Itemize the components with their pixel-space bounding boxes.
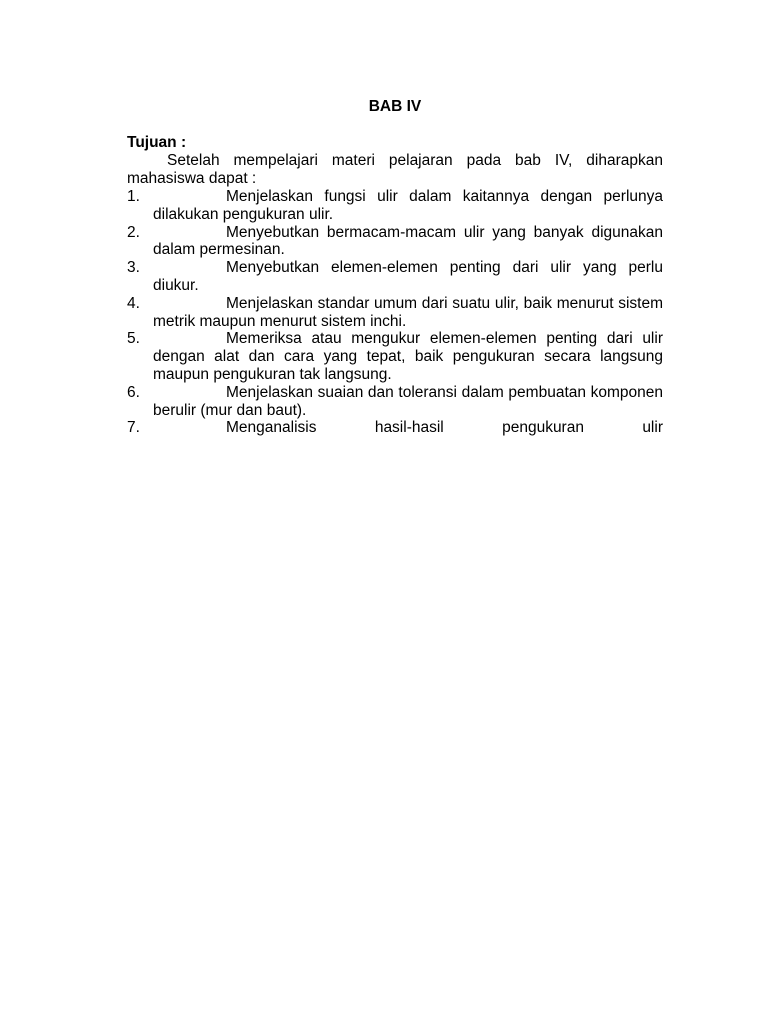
list-item: [127, 188, 663, 224]
list-item-text: Menganalisis hasil-hasil pengukuran ulir: [226, 419, 663, 437]
list-item: [127, 295, 663, 331]
list-item-number: 7.: [127, 419, 140, 437]
list-item: [127, 224, 663, 260]
list-item-text: Menyebutkan bermacam-macam ulir yang banyak digunakan dalam permesinan.: [153, 223, 663, 259]
list-item-number: 4.: [127, 294, 140, 312]
list-item-text: Menjelaskan fungsi ulir dalam kaitannya dengan perlunya dilakukan pengukuran ulir.: [153, 188, 663, 223]
list-item-text: Menyebutkan elemen-elemen penting dari ulir yang perlu diukur.: [153, 259, 663, 294]
list-item-text: Menjelaskan standar umum dari suatu ulir, baik menurut sistem metrik maupun menurut sistem inchi.: [153, 294, 663, 330]
list-item-number: 6.: [127, 383, 140, 401]
list-item-number: 2.: [127, 223, 140, 241]
chapter-title: BAB IV: [368, 98, 422, 115]
list-item: [127, 330, 663, 383]
section-heading: Tujuan :: [127, 134, 187, 151]
list-item-text: Memeriksa atau mengukur elemen-elemen penting dari ulir dengan alat dan cara yang tepat, baik pengukuran secara langsung maupun pengukuran tak langsung.: [153, 330, 663, 383]
list-item: [127, 419, 663, 437]
objectives-list: [127, 188, 663, 437]
intro-paragraph: Setelah mempelajari materi pelajaran pada bab IV, diharapkan mahasiswa dapat :: [127, 152, 663, 187]
list-item-number: 3.: [127, 259, 140, 277]
list-item-number: 1.: [127, 188, 140, 205]
list-item: [127, 259, 663, 295]
list-item: [127, 384, 663, 420]
list-item-number: 5.: [127, 330, 140, 348]
list-item-text: Menjelaskan suaian dan toleransi dalam pembuatan komponen berulir (mur dan baut).: [153, 383, 663, 419]
